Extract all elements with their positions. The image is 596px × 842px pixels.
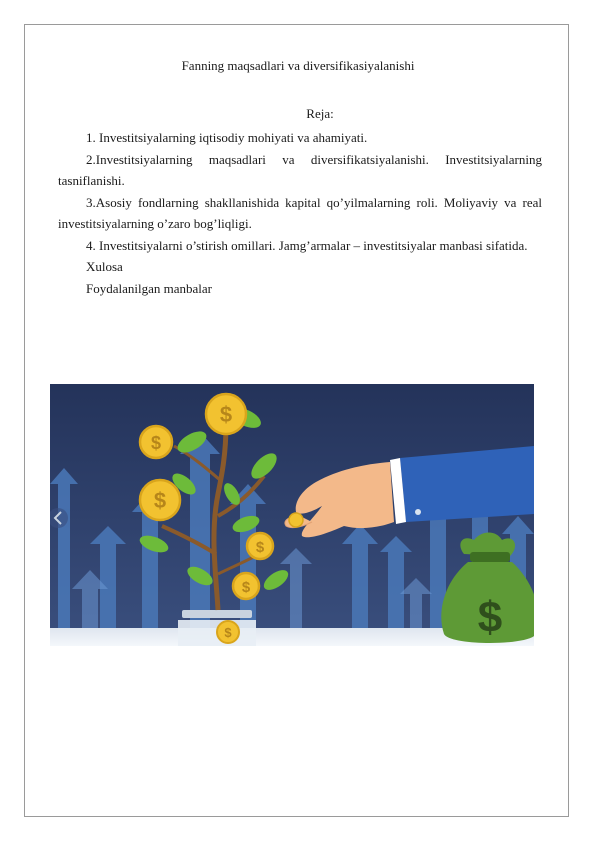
svg-text:$: $ bbox=[219, 402, 233, 427]
document-title: Fanning maqsadlari va diversifikasiyalanishi bbox=[181, 58, 415, 73]
investment-illustration bbox=[50, 384, 534, 646]
svg-text:$: $ bbox=[477, 593, 503, 642]
plan-item-3: 3.Asosiy fondlarning shakllanishida kapital qo’yilmalarning roli. Moliyaviy va real investitsiyalarning o’zaro bog’liqligi. bbox=[58, 194, 542, 231]
svg-text:$: $ bbox=[255, 539, 265, 556]
plan-item-conclusion: Xulosa bbox=[86, 259, 123, 274]
svg-text:$: $ bbox=[224, 625, 232, 640]
plan-list bbox=[58, 127, 542, 299]
svg-text:$: $ bbox=[150, 433, 162, 453]
plan-item-1: 1. Investitsiyalarning iqtisodiy mohiyati va ahamiyati. bbox=[86, 130, 368, 145]
svg-text:$: $ bbox=[241, 579, 251, 596]
plan-item-4: 4. Investitsiyalarni o’stirish omillari. Jamg’armalar – investitsiyalar manbasi sifatida. bbox=[86, 237, 528, 253]
svg-text:$: $ bbox=[153, 488, 167, 513]
plan-item-2: 2.Investitsiyalarning maqsadlari va diversifikatsiyalanishi. Investitsiyalarning tasniflanishi. bbox=[58, 151, 542, 188]
plan-heading: Reja: bbox=[306, 106, 334, 121]
plan-item-references: Foydalanilgan manbalar bbox=[86, 280, 212, 296]
coin-jar-icon bbox=[178, 610, 256, 646]
investment-illustration-svg bbox=[50, 384, 534, 646]
